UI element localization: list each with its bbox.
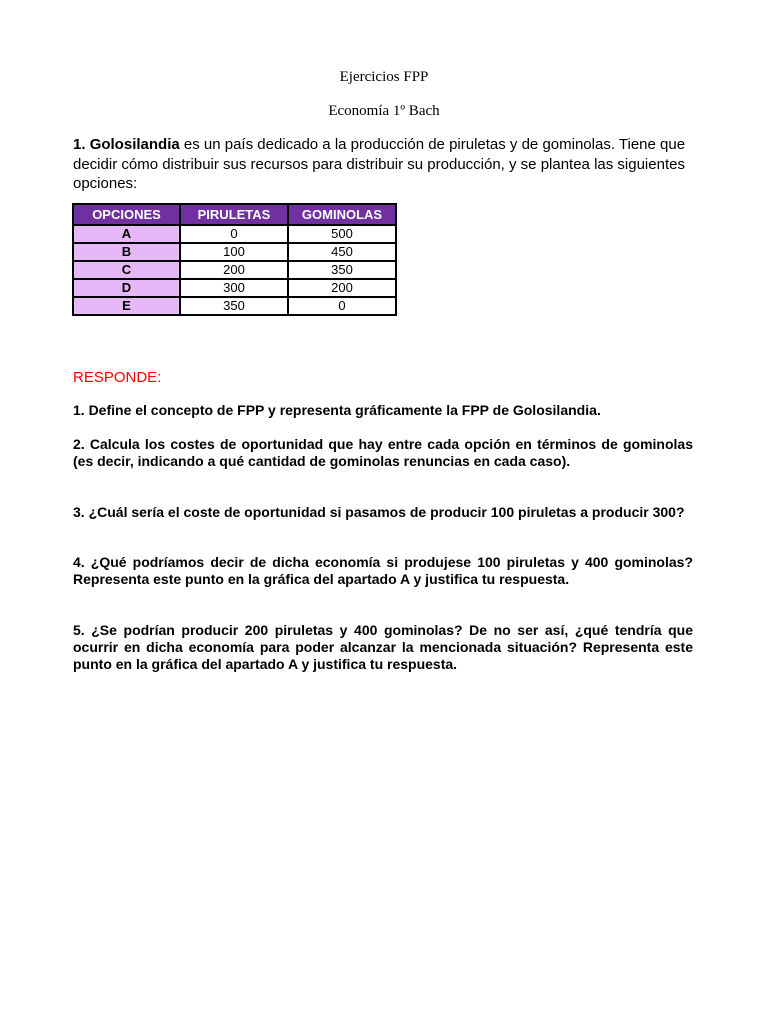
question-4: 4. ¿Qué podríamos decir de dicha economía si produjese 100 piruletas y 400 gominolas? Representa este punto en la gráfica del apartado A y justifica tu respuesta. bbox=[73, 554, 693, 587]
responde-heading: RESPONDE: bbox=[73, 369, 162, 386]
intro-country: Golosilandia bbox=[89, 136, 180, 153]
table-row bbox=[73, 279, 396, 297]
question-3: 3. ¿Cuál sería el coste de oportunidad si pasamos de producir 100 piruletas a producir 300? bbox=[73, 504, 685, 520]
question-5: 5. ¿Se podrían producir 200 piruletas y 400 gominolas? De no ser así, ¿qué tendría que ocurrir en dicha economía para poder alcanzar la mencionada situación? Representa este punto en la gráfica del apartado A y justifica tu respuesta. bbox=[73, 622, 693, 672]
table-header-row bbox=[73, 204, 396, 225]
intro-number: 1. bbox=[73, 136, 86, 153]
piruletas-cell: 100 bbox=[180, 243, 288, 261]
header-piruletas: PIRULETAS bbox=[180, 204, 288, 225]
gominolas-cell: 200 bbox=[288, 279, 396, 297]
table-row bbox=[73, 225, 396, 243]
piruletas-cell: 300 bbox=[180, 279, 288, 297]
option-cell: E bbox=[73, 297, 180, 315]
piruletas-cell: 350 bbox=[180, 297, 288, 315]
gominolas-cell: 450 bbox=[288, 243, 396, 261]
option-cell: D bbox=[73, 279, 180, 297]
option-cell: C bbox=[73, 261, 180, 279]
piruletas-cell: 0 bbox=[180, 225, 288, 243]
gominolas-cell: 0 bbox=[288, 297, 396, 315]
piruletas-cell: 200 bbox=[180, 261, 288, 279]
table-row bbox=[73, 261, 396, 279]
gominolas-cell: 500 bbox=[288, 225, 396, 243]
table-row bbox=[73, 297, 396, 315]
option-cell: B bbox=[73, 243, 180, 261]
header-opciones: OPCIONES bbox=[73, 204, 180, 225]
header-gominolas: GOMINOLAS bbox=[288, 204, 396, 225]
gominolas-cell: 350 bbox=[288, 261, 396, 279]
document-subtitle: Economía 1º Bach bbox=[328, 103, 440, 119]
question-2: 2. Calcula los costes de oportunidad que hay entre cada opción en términos de gominolas (es decir, indicando a qué cantidad de gominolas renuncias en cada caso). bbox=[73, 436, 693, 469]
question-1: 1. Define el concepto de FPP y representa gráficamente la FPP de Golosilandia. bbox=[73, 402, 601, 418]
table-row bbox=[73, 243, 396, 261]
intro-text: es un país dedicado a la producción de piruletas y de gominolas. Tiene que decidir cómo distribuir sus recursos para distribuir su producción, y se plantea las siguientes opciones: bbox=[73, 136, 686, 192]
options-table bbox=[72, 203, 397, 316]
intro-paragraph bbox=[73, 135, 693, 194]
option-cell: A bbox=[73, 225, 180, 243]
document-title: Ejercicios FPP bbox=[339, 69, 429, 85]
